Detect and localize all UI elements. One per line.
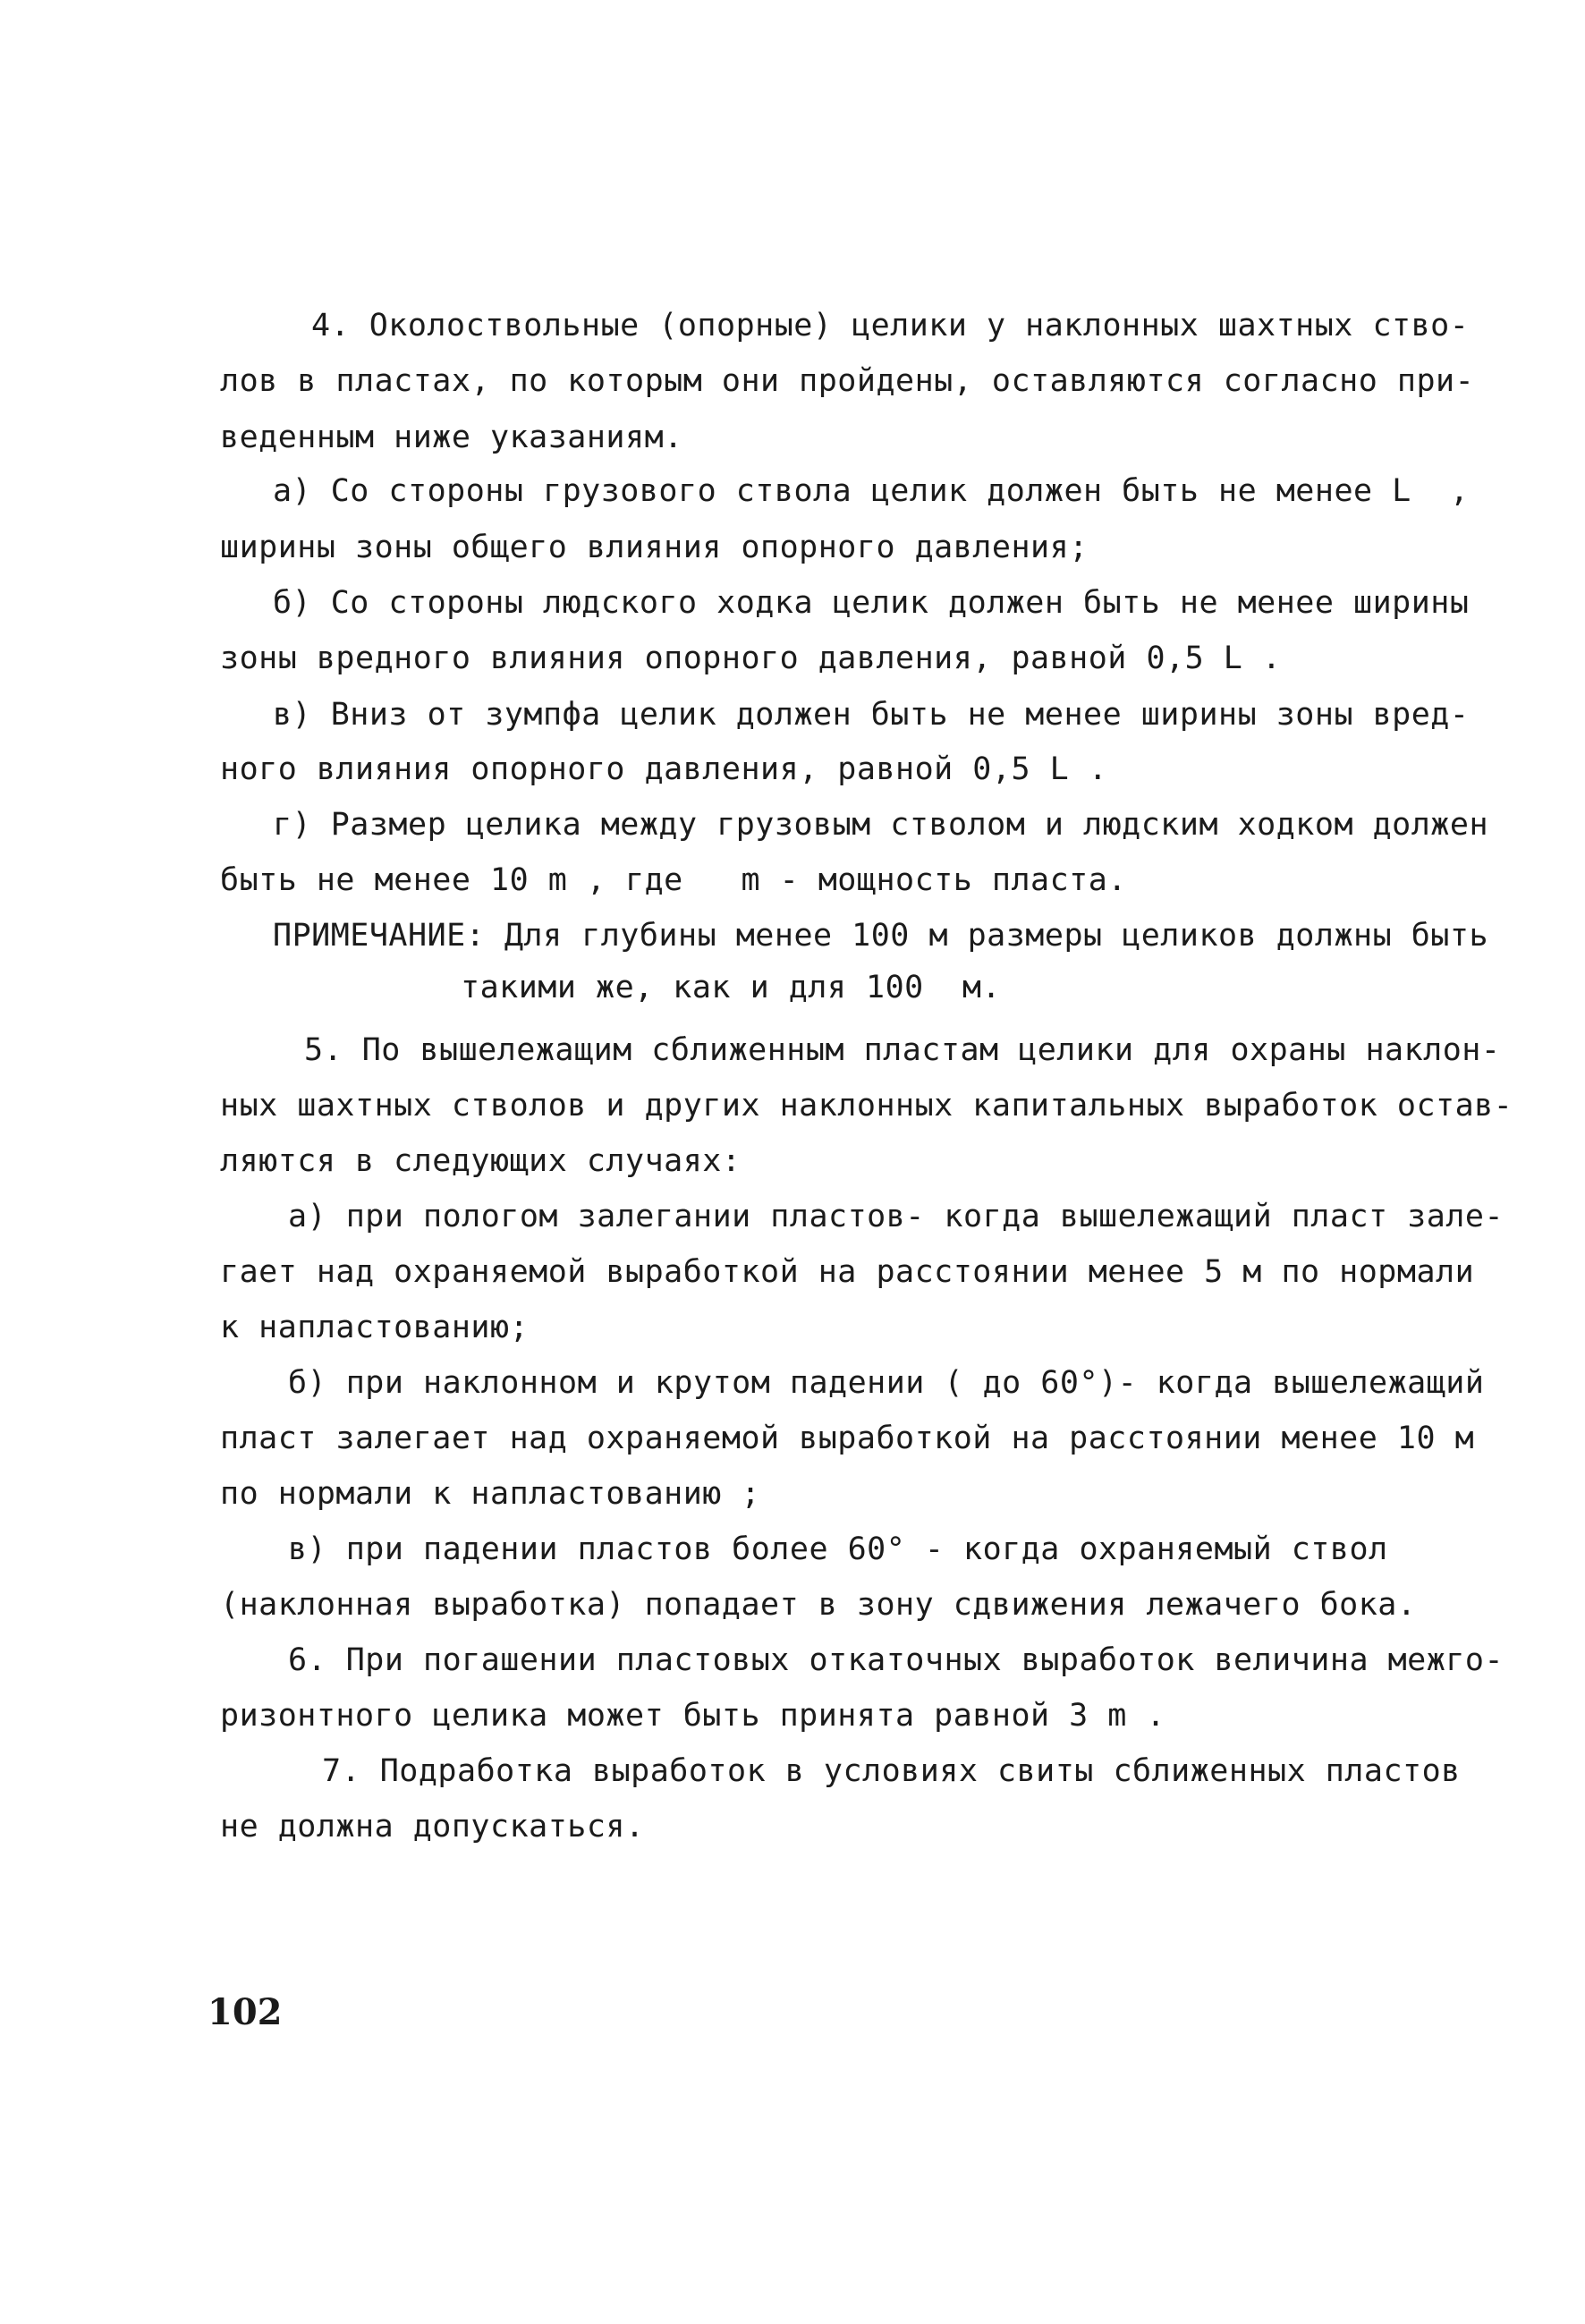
paragraph-5-line-3: ляются в следующих случаях:	[220, 1143, 742, 1179]
item-5b-line-3: по нормали к напластованию ;	[220, 1476, 761, 1512]
item-4d-line-2: быть не менее 10 m , где m - мощность пласта.	[220, 862, 1127, 898]
item-5b-line-1: б) при наклонном и крутом падении ( до 60°)- когда вышележащий	[288, 1365, 1485, 1401]
item-4a-line-1: а) Со стороны грузового ствола целик должен быть не менее L ,	[273, 473, 1470, 509]
paragraph-5-line-1: 5. По вышележащим сближенным пластам целики для охраны наклон-	[304, 1032, 1501, 1068]
paragraph-4-line-2: лов в пластах, по которым они пройдены, оставляются согласно при-	[220, 363, 1475, 399]
note-line-2: такими же, как и для 100 м.	[461, 970, 1002, 1005]
paragraph-6-line-2: ризонтного целика может быть принята равной 3 m .	[220, 1698, 1166, 1734]
paragraph-7-line-1: 7. Подработка выработок в условиях свиты сближенных пластов	[322, 1753, 1461, 1789]
item-4a-line-2: ширины зоны общего влияния опорного давления;	[220, 530, 1089, 565]
page-number: 102	[208, 1991, 283, 2033]
item-4d-line-1: г) Размер целика между грузовым стволом и людским ходком должен	[273, 807, 1489, 843]
item-5c-line-1: в) при падении пластов более 60° - когда охраняемый ствол	[288, 1531, 1388, 1567]
note-line-1: ПРИМЕЧАНИЕ: Для глубины менее 100 м размеры целиков должны быть	[273, 918, 1489, 954]
item-5b-line-2: пласт залегает над охраняемой выработкой на расстоянии менее 10 м	[220, 1421, 1475, 1456]
item-5a-line-1: а) при пологом залегании пластов- когда вышележащий пласт зале-	[288, 1199, 1504, 1234]
paragraph-4-line-3: веденным ниже указаниям.	[220, 420, 683, 455]
item-4c-line-2: ного влияния опорного давления, равной 0,5 L .	[220, 751, 1108, 787]
item-4b-line-2: зоны вредного влияния опорного давления, равной 0,5 L .	[220, 640, 1282, 676]
paragraph-7-line-2: не должна допускаться.	[220, 1809, 645, 1845]
item-5c-line-2: (наклонная выработка) попадает в зону сдвижения лежачего бока.	[220, 1587, 1417, 1623]
item-4c-line-1: в) Вниз от зумпфа целик должен быть не менее ширины зоны вред-	[273, 697, 1470, 733]
paragraph-6-line-1: 6. При погашении пластовых откаточных выработок величина межго-	[288, 1642, 1504, 1678]
item-4b-line-1: б) Со стороны людского ходка целик должен быть не менее ширины	[273, 585, 1470, 621]
item-5a-line-2: гает над охраняемой выработкой на расстоянии менее 5 м по нормали	[220, 1254, 1475, 1290]
paragraph-4-line-1: 4. Околоствольные (опорные) целики у наклонных шахтных ство-	[311, 308, 1470, 344]
item-5a-line-3: к напластованию;	[220, 1310, 530, 1345]
paragraph-5-line-2: ных шахтных стволов и других наклонных капитальных выработок остав-	[220, 1088, 1513, 1124]
